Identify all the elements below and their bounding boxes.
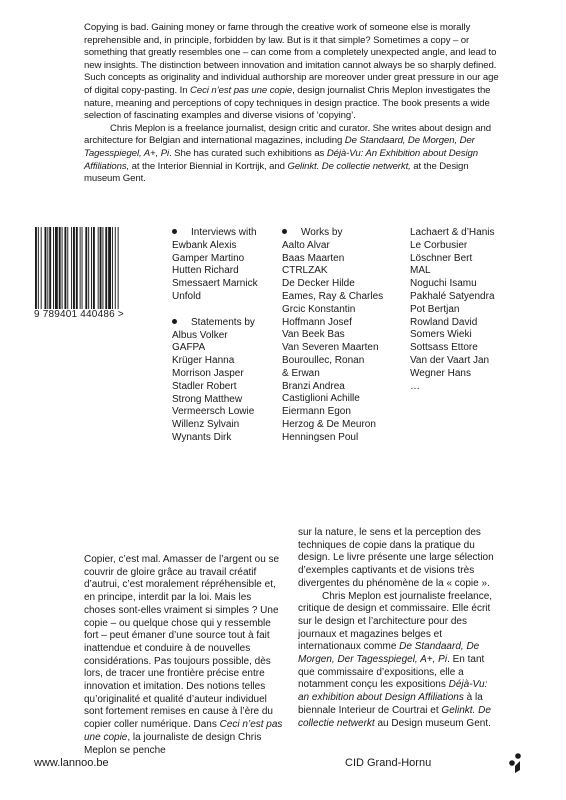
list-item: Van Beek Bas xyxy=(282,329,345,341)
list-item: Pot Bertjan xyxy=(410,303,460,315)
list-item: Van der Vaart Jan xyxy=(410,354,490,366)
list-item: Aalto Alvar xyxy=(282,239,330,251)
bullet-icon xyxy=(172,319,177,324)
bullet-icon xyxy=(282,229,287,234)
english-paragraph-1: Copying is bad. Gaining money or fame through the creative work of someone else is morally reprehensible and, in principle, forbidden by law. But is it that simple? Sometimes a copy – or something that greatly resembles one – can come from a completely unexpected angle, and lead to new insights. The distinction between innovation and imitation cannot always be so sharply defined. Such concepts as originality and individual authorship are moreover under great pressure in our age of digital copy-pasting. In Ceci n’est pas une copie, design journalist Chris Meplon investigates the nature, meaning and perceptions of copy techniques in design practice. The book presents a wide selection of fascinating examples and diverse visions of ‘copying’. xyxy=(84,22,499,122)
list-item: Baas Maarten xyxy=(282,252,345,264)
english-blurb xyxy=(84,22,504,186)
interviews-list xyxy=(172,240,258,304)
contributors-column xyxy=(172,227,258,445)
list-item: Krüger Hanna xyxy=(172,355,235,367)
works-column-2 xyxy=(410,227,495,393)
list-item: Wynants Dirk xyxy=(172,431,232,443)
publisher-logo-icon xyxy=(508,752,522,774)
list-item: Ewbank Alexis xyxy=(172,239,237,251)
list-item: De Decker Hilde xyxy=(282,278,355,290)
list-item: GAFPA xyxy=(172,342,206,354)
interviews-heading: Interviews with xyxy=(172,227,258,240)
list-item: Sottsass Ettore xyxy=(410,342,478,354)
list-item: Morrison Jasper xyxy=(172,367,244,379)
list-item: Hoffmann Josef xyxy=(282,316,352,328)
list-item: Hutten Richard xyxy=(172,265,239,277)
publisher-url[interactable]: www.lannoo.be xyxy=(34,757,109,769)
list-item: Pakhalé Satyendra xyxy=(410,290,495,302)
list-item: Van Severen Maarten xyxy=(282,342,379,354)
list-item: Strong Matthew xyxy=(172,393,243,405)
works-heading: Works by xyxy=(282,227,383,240)
list-item: Henningsen Poul xyxy=(282,431,359,443)
list-item: Unfold xyxy=(172,290,201,302)
statements-list xyxy=(172,330,258,445)
list-item: Stadler Robert xyxy=(172,380,237,392)
publisher-name: CID Grand-Hornu xyxy=(345,757,432,769)
list-item: Gamper Martino xyxy=(172,252,245,264)
isbn-barcode xyxy=(34,227,146,309)
list-item: & Erwan xyxy=(282,367,320,379)
list-item: Noguchi Isamu xyxy=(410,278,477,290)
french-paragraph-1: Copier, c’est mal. Amasser de l’argent ou se couvrir de gloire grâce au travail créatif d’autrui, c’est moralement répréhensible et, en principe, interdit par la loi. Mais les choses sont-elles vraiment si simples ? Une copie – ou quelque chose qui y ressemble fort – peut émaner d’une source tout à fait inattendue et conduire à de nouvelles considérations. Pas toujours possible, dès lors, de tracer une frontière précise entre innovation et imitation. Des notions telles qu’originalité et qualité d’auteur individuel sont fortement remises en cause à l’ère du copier coller numérique. Dans Ceci n’est pas une copie, la journaliste de design Chris Meplon se penche xyxy=(84,554,283,756)
list-item: Castiglioni Achille xyxy=(282,393,360,405)
list-item: Vermeersch Lowie xyxy=(172,406,255,418)
bullet-icon xyxy=(172,229,177,234)
list-item: Somers Wieki xyxy=(410,329,472,341)
list-item: Herzog & De Meuron xyxy=(282,418,376,430)
list-item: CTRLZAK xyxy=(282,265,328,277)
statements-heading: Statements by xyxy=(172,317,258,330)
works-column xyxy=(282,227,383,445)
list-item: Albus Volker xyxy=(172,329,228,341)
list-item: Wegner Hans xyxy=(410,367,471,379)
list-item: … xyxy=(410,380,420,392)
french-column-1 xyxy=(84,554,284,757)
list-item: Le Corbusier xyxy=(410,239,468,251)
list-item: Rowland David xyxy=(410,316,478,328)
list-item: Bouroullec, Ronan xyxy=(282,354,365,366)
english-paragraph-2: Chris Meplon is a freelance journalist, design critic and curator. She writes about design and architecture for Belgian and international magazines, including De Standaard, De Morgen, Der Tagesspiegel, A+, Pi. She has curated such exhibitions as Déjà-Vu: An Exhibition about Design Affiliations, at the Interior Biennial in Kortrijk, and Gelinkt. De collectie netwerkt, at the Design museum Gent. xyxy=(84,122,491,185)
list-item: Grcic Konstantin xyxy=(282,303,356,315)
list-item: Löschner Bert xyxy=(410,252,473,264)
list-item: Smessaert Marnick xyxy=(172,278,258,290)
list-item: Eames, Ray & Charles xyxy=(282,290,384,302)
works-list xyxy=(282,240,383,445)
works-list-continued xyxy=(410,227,495,393)
list-item: Lachaert & d’Hanis xyxy=(410,227,495,238)
isbn-digits: 9 789401 440486 > xyxy=(34,309,124,320)
list-item: Eiermann Egon xyxy=(282,406,351,418)
list-item: Branzi Andrea xyxy=(282,380,345,392)
french-column-2 xyxy=(298,527,498,730)
french-paragraph-3: Chris Meplon est journaliste freelance, critique de design et commissaire. Elle écrit sur le design et l’architecture pour des journaux et magazines belges et internationaux comme De Standaard, De Morgen, Der Tagesspiegel, A+, Pi. En tant que commissaire d’expositions, elle a notamment conçu les expositions Déjà-Vu: an exhibition about Design Affiliations à la biennale Interieur de Courtrai et Gelinkt. De collectie netwerkt au Design museum Gent. xyxy=(298,590,493,729)
french-paragraph-2: sur la nature, le sens et la perception des techniques de copie dans la pratique du design. Le livre présente une large sélection d’exemples captivants et de visions très divergentes du phénomène de la « copie ». xyxy=(298,527,494,589)
list-item: Willenz Sylvain xyxy=(172,419,240,431)
list-item: MAL xyxy=(410,265,431,277)
